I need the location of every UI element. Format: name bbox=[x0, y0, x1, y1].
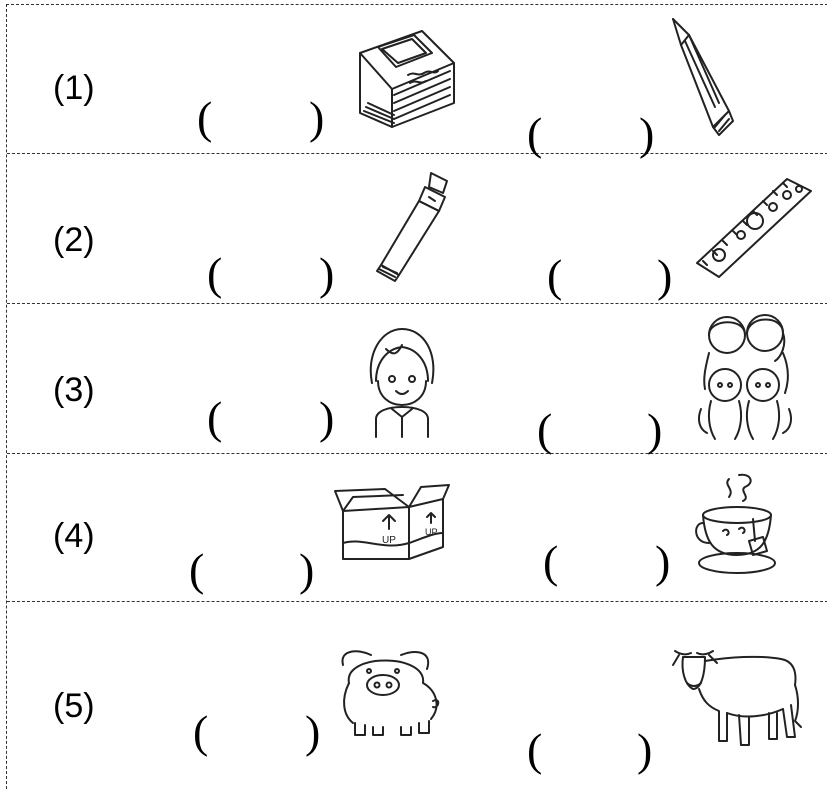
question-number: (4) bbox=[53, 517, 95, 555]
question-number: (1) bbox=[53, 69, 95, 107]
family-icon bbox=[695, 309, 795, 450]
answer-paren-open[interactable]: ( bbox=[543, 536, 559, 587]
answer-paren-close[interactable]: ) bbox=[639, 108, 655, 159]
cup-of-tea-icon bbox=[693, 471, 779, 584]
box-icon bbox=[333, 481, 451, 570]
answer-paren-open[interactable]: ( bbox=[547, 250, 563, 301]
answer-paren-close[interactable]: ) bbox=[657, 250, 673, 301]
cow-icon bbox=[669, 641, 809, 758]
answer-paren-close[interactable]: ) bbox=[655, 536, 671, 587]
answer-paren-close[interactable]: ) bbox=[647, 404, 663, 455]
box-up-label: UP bbox=[425, 527, 438, 537]
answer-paren-close[interactable]: ) bbox=[299, 544, 315, 595]
answer-paren-open[interactable]: ( bbox=[207, 392, 223, 443]
pig-icon bbox=[335, 643, 445, 744]
question-row-4 bbox=[7, 453, 827, 602]
question-row-3 bbox=[7, 303, 827, 454]
box-up-label: UP bbox=[382, 535, 396, 546]
question-number: (5) bbox=[53, 687, 95, 725]
question-row-1 bbox=[7, 5, 827, 159]
answer-paren-open[interactable]: ( bbox=[207, 248, 223, 299]
answer-paren-open[interactable]: ( bbox=[193, 706, 209, 757]
answer-paren-open[interactable]: ( bbox=[189, 544, 205, 595]
answer-paren-close[interactable]: ) bbox=[305, 706, 321, 757]
answer-paren-close[interactable]: ) bbox=[319, 392, 335, 443]
answer-paren-close[interactable]: ) bbox=[637, 724, 653, 775]
answer-paren-open[interactable]: ( bbox=[527, 108, 543, 159]
question-row-2 bbox=[7, 153, 827, 304]
answer-paren-open[interactable]: ( bbox=[527, 724, 543, 775]
ruler-icon bbox=[689, 169, 819, 286]
answer-paren-open[interactable]: ( bbox=[537, 404, 553, 455]
answer-paren-close[interactable]: ) bbox=[309, 92, 325, 143]
answer-paren-open[interactable]: ( bbox=[197, 92, 213, 143]
question-number: (2) bbox=[53, 221, 95, 259]
marker-pen-icon bbox=[369, 167, 459, 292]
question-number: (3) bbox=[53, 371, 95, 409]
book-icon bbox=[352, 23, 462, 138]
answer-paren-close[interactable]: ) bbox=[319, 248, 335, 299]
pencil-icon bbox=[667, 15, 737, 148]
question-row-5 bbox=[7, 601, 827, 789]
worksheet bbox=[6, 4, 827, 789]
child-icon bbox=[362, 323, 442, 446]
